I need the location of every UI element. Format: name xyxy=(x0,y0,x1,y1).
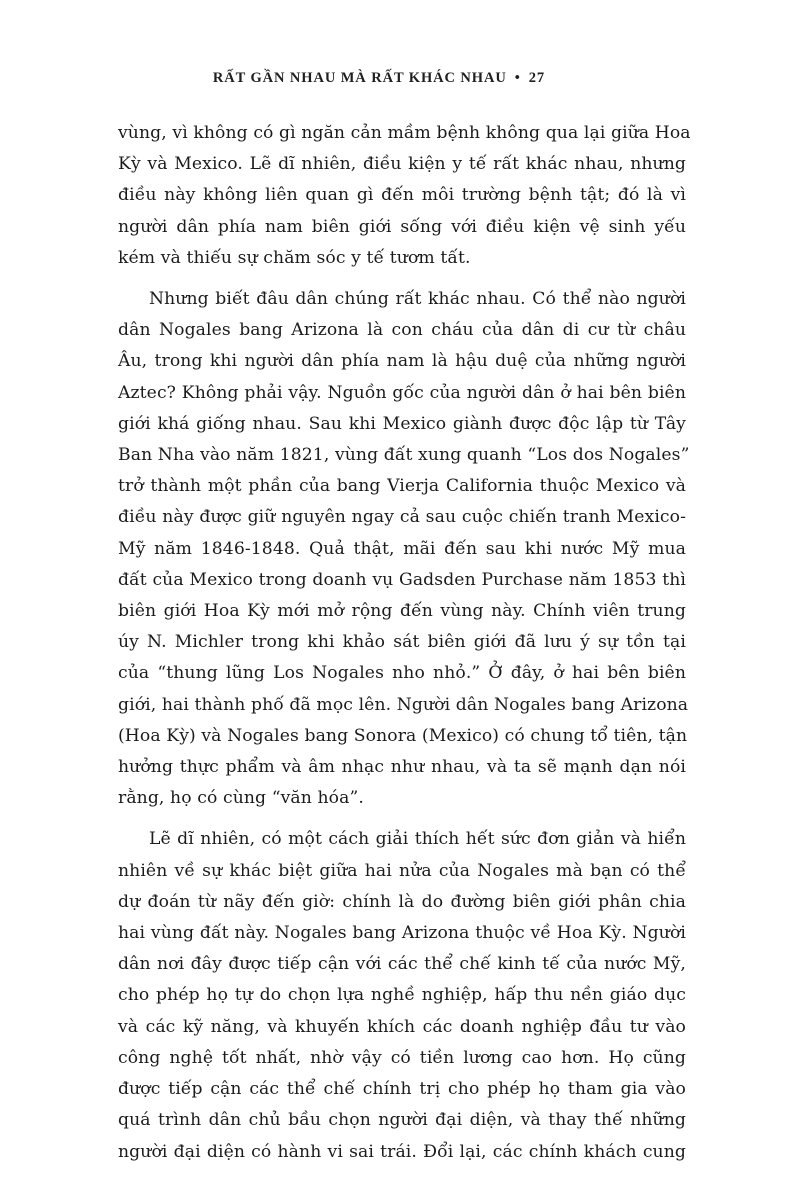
text-line: dân nơi đây được tiếp cận với các thể chế kinh tế của nước Mỹ, xyxy=(118,954,686,975)
text-line: Aztec? Không phải vậy. Nguồn gốc của người dân ở hai bên biên xyxy=(118,382,686,403)
text-line: đất của Mexico trong doanh vụ Gadsden Purchase năm 1853 thì xyxy=(118,569,686,590)
text-line: người đại diện có hành vi sai trái. Đổi lại, các chính khách cung xyxy=(118,1141,686,1162)
paragraph-1 xyxy=(118,118,691,274)
body-text xyxy=(118,118,691,1178)
paragraph-3 xyxy=(118,824,686,1167)
text-line: Lẽ dĩ nhiên, có một cách giải thích hết sức đơn giản và hiển xyxy=(149,829,686,850)
text-line: Ban Nha vào năm 1821, vùng đất xung quanh “Los dos Nogales” xyxy=(118,445,690,466)
text-line: công nghệ tốt nhất, nhờ vậy có tiền lương cao hơn. Họ cũng xyxy=(118,1047,686,1068)
text-line: giới, hai thành phố đã mọc lên. Người dân Nogales bang Arizona xyxy=(118,694,689,715)
paragraph-2 xyxy=(118,284,690,814)
text-line: cho phép họ tự do chọn lựa nghề nghiệp, hấp thu nền giáo dục xyxy=(118,985,686,1006)
text-line: biên giới Hoa Kỳ mới mở rộng đến vùng này. Chính viên trung xyxy=(118,601,686,622)
text-line: úy N. Michler trong khi khảo sát biên giới đã lưu ý sự tồn tại xyxy=(118,632,686,653)
text-line: Âu, trong khi người dân phía nam là hậu duệ của những người xyxy=(118,351,686,372)
text-line: kém và thiếu sự chăm sóc y tế tươm tất. xyxy=(118,247,471,268)
text-line: hưởng thực phẩm và âm nhạc như nhau, và ta sẽ mạnh dạn nói xyxy=(118,757,686,778)
text-line: trở thành một phần của bang Vierja California thuộc Mexico và xyxy=(118,476,686,497)
text-line: vùng, vì không có gì ngăn cản mầm bệnh không qua lại giữa Hoa xyxy=(118,123,691,143)
text-line: Mỹ năm 1846-1848. Quả thật, mãi đến sau khi nước Mỹ mua xyxy=(118,538,686,559)
page-number: 27 xyxy=(528,70,545,86)
text-line: dân Nogales bang Arizona là con cháu của dân di cư từ châu xyxy=(118,320,686,341)
header-separator: • xyxy=(514,70,521,86)
text-line: điều này không liên quan gì đến môi trường bệnh tật; đó là vì xyxy=(118,185,686,206)
text-line: Kỳ và Mexico. Lẽ dĩ nhiên, điều kiện y tế rất khác nhau, nhưng xyxy=(118,154,686,175)
text-line: rằng, họ có cùng “văn hóa”. xyxy=(118,788,364,809)
text-line: người dân phía nam biên giới sống với điều kiện vệ sinh yếu xyxy=(118,216,686,237)
text-line: dự đoán từ nãy đến giờ: chính là do đường biên giới phân chia xyxy=(118,891,686,912)
text-line: của “thung lũng Los Nogales nho nhỏ.” Ở đây, ở hai bên biên xyxy=(118,663,686,684)
text-line: quá trình dân chủ bầu chọn người đại diện, và thay thế những xyxy=(118,1110,686,1131)
chapter-title: RẤT GẦN NHAU MÀ RẤT KHÁC NHAU xyxy=(212,70,507,86)
text-line: giới khá giống nhau. Sau khi Mexico giành được độc lập từ Tây xyxy=(118,413,686,434)
text-line: được tiếp cận các thể chế chính trị cho phép họ tham gia vào xyxy=(118,1079,686,1100)
text-line: hai vùng đất này. Nogales bang Arizona thuộc về Hoa Kỳ. Người xyxy=(118,923,686,944)
text-line: (Hoa Kỳ) và Nogales bang Sonora (Mexico) có chung tổ tiên, tận xyxy=(118,725,688,746)
text-line: điều này được giữ nguyên ngay cả sau cuộc chiến tranh Mexico- xyxy=(118,507,686,528)
text-line: và các kỹ năng, và khuyến khích các doanh nghiệp đầu tư vào xyxy=(118,1016,686,1037)
text-line: nhiên về sự khác biệt giữa hai nửa của Nogales mà bạn có thể xyxy=(118,860,686,881)
running-header xyxy=(213,70,545,87)
text-line: Nhưng biết đâu dân chúng rất khác nhau. Có thể nào người xyxy=(149,289,686,310)
